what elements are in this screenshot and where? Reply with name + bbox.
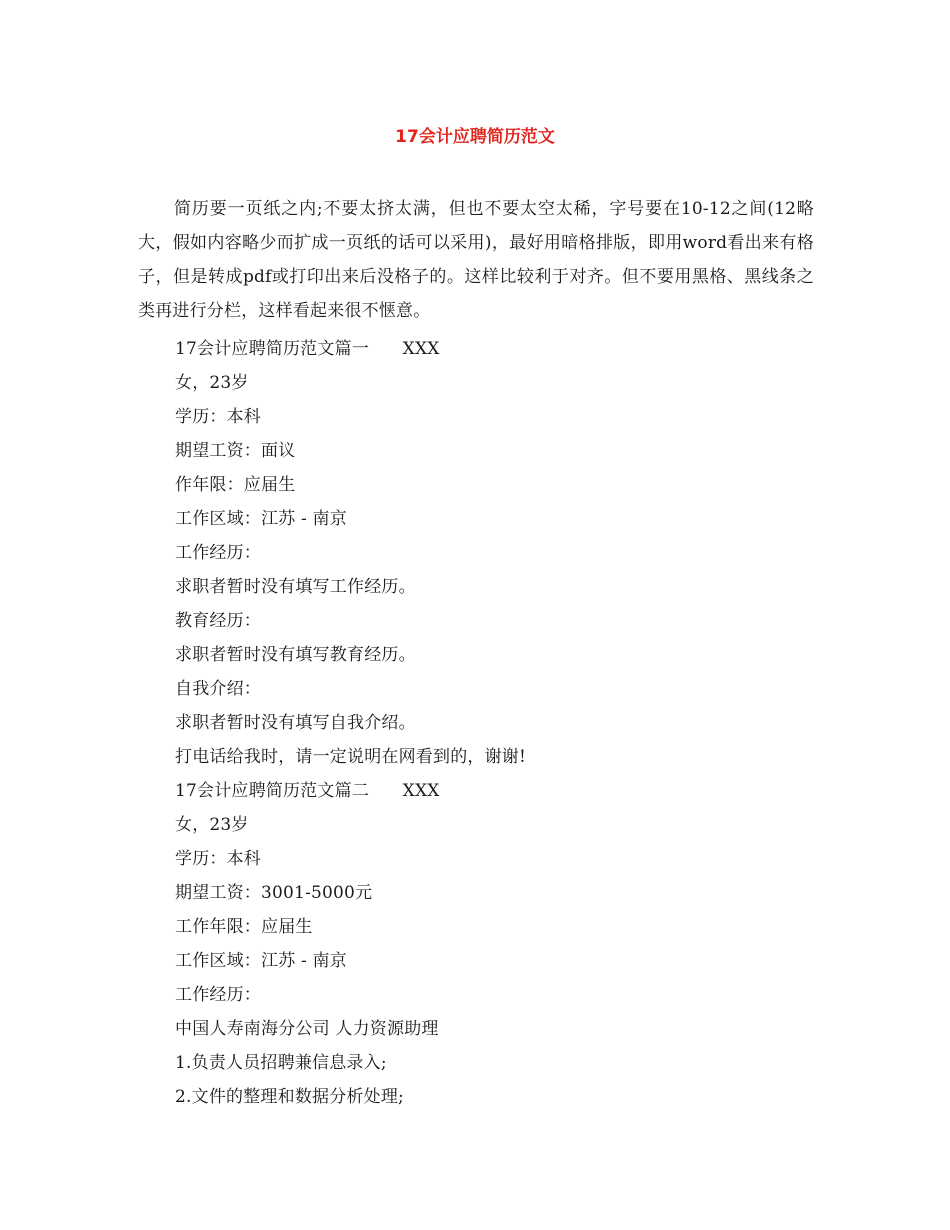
text-line: 2.文件的整理和数据分析处理; bbox=[175, 1087, 404, 1107]
text-line: 教育经历： bbox=[175, 611, 261, 631]
text-line: 1.负责人员招聘兼信息录入; bbox=[175, 1053, 387, 1073]
text-line: 打电话给我时，请一定说明在网看到的，谢谢! bbox=[175, 747, 527, 767]
intro-paragraph: 简历要一页纸之内;不要太挤太满，但也不要太空太稀，字号要在10-12之间(12略大，假如内容略少而扩成一页纸的话可以采用)，最好用暗格排版，即用word看出来有格子，但是转成pdf或打印出来后没格子的。这样比较利于对齐。但不要用黑格、黑线条之类再进行分栏，这样看起来很不惬意。 bbox=[138, 199, 814, 321]
text-line: 求职者暂时没有填写工作经历。 bbox=[175, 577, 416, 597]
text-line: 求职者暂时没有填写自我介绍。 bbox=[175, 713, 416, 733]
text-line: 求职者暂时没有填写教育经历。 bbox=[175, 645, 416, 665]
text-line: 作年限：应届生 bbox=[175, 475, 296, 495]
text-line: 工作经历： bbox=[175, 543, 261, 563]
document-title: 17会计应聘简历范文 bbox=[395, 127, 555, 147]
text-line: 女，23岁 bbox=[175, 373, 249, 393]
text-line: 工作年限：应届生 bbox=[175, 917, 313, 937]
text-line: 女，23岁 bbox=[175, 815, 249, 835]
text-line: 工作区域：江苏 - 南京 bbox=[175, 509, 347, 529]
text-line: 工作经历： bbox=[175, 985, 261, 1005]
text-line: 17会计应聘简历范文篇一 XXX bbox=[175, 339, 440, 359]
text-line: 学历：本科 bbox=[175, 407, 261, 427]
text-line: 中国人寿南海分公司 人力资源助理 bbox=[175, 1019, 439, 1039]
resume-lines bbox=[175, 332, 526, 1114]
text-line: 自我介绍： bbox=[175, 679, 261, 699]
text-line: 期望工资：面议 bbox=[175, 441, 296, 461]
text-line: 学历：本科 bbox=[175, 849, 261, 869]
text-line: 工作区域：江苏 - 南京 bbox=[175, 951, 347, 971]
text-line: 17会计应聘简历范文篇二 XXX bbox=[175, 781, 440, 801]
text-line: 期望工资：3001-5000元 bbox=[175, 883, 373, 903]
